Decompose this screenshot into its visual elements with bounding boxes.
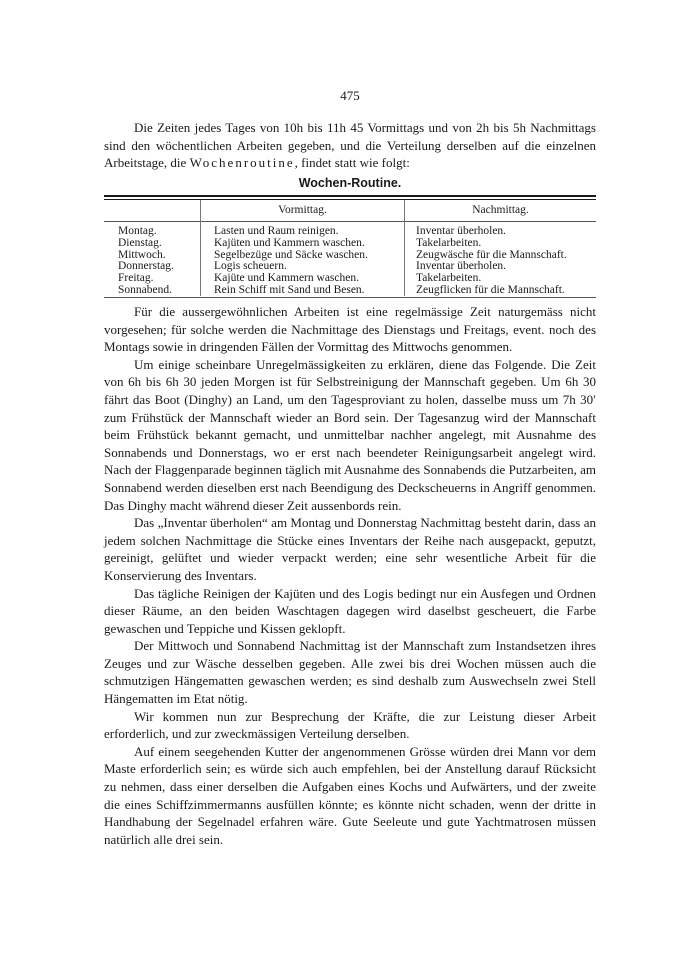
intro-paragraph xyxy=(104,119,596,172)
table-cell-nachmittag: Inventar überholen. xyxy=(416,225,507,237)
table-header-vormittag: Vormittag. xyxy=(278,204,327,216)
body-paragraph: Das tägliche Reinigen der Kajüten und des Logis bedingt nur ein Ausfegen und Ordnen dieser Räume, an den beiden Waschtagen dagegen wird daselbst gescheuert, die Farbe gewaschen und Teppiche und Kissen geklopft. xyxy=(104,585,596,636)
table-cell-vormittag: Kajüte und Kammern waschen. xyxy=(214,272,359,285)
table-cell-vormittag: Rein Schiff mit Sand und Besen. xyxy=(214,283,365,296)
intro-text xyxy=(104,119,596,172)
table-days-column xyxy=(118,226,174,297)
table-column-separator xyxy=(404,200,405,296)
table-rule-bottom xyxy=(104,297,596,298)
table-rule-top-thin xyxy=(104,199,596,200)
body-text xyxy=(104,303,596,848)
body-paragraph: Für die aussergewöhnlichen Arbeiten ist eine regelmässige Zeit naturgemäss nicht vorgesehen; für solche werden die Nachmittage des Dienstags und Freitags, event. noch des Montags sowie in dringenden Fällen der Vormittag des Mittwochs genommen. xyxy=(104,304,596,355)
intro-spaced-term: Wochenroutine xyxy=(189,155,295,171)
table-nachmittag-column xyxy=(416,226,567,297)
table-header-rule xyxy=(104,221,596,222)
table-cell-nachmittag: Inventar überholen. xyxy=(416,260,507,273)
table-cell-nachmittag: Takelarbeiten. xyxy=(416,236,482,249)
body-paragraph: Das „Inventar überholen“ am Montag und Donnerstag Nachmittag besteht darin, dass an jedem solchen Nachmittage die Stücke eines Inventars der Reihe nach ausgepackt, geputzt, gereinigt, gelüftet und wieder verpackt werden; eine sehr wesentliche Arbeit für die Konservierung des Inventars. xyxy=(104,515,596,583)
body-paragraph: Auf einem seegehenden Kutter der angenommenen Grösse würden drei Mann vor dem Maste erforderlich sein; es würde sich auch empfehlen, bei der Anstellung darauf Rücksicht zu nehmen, dass einer derselben die Aufgaben eines Kochs und Aufwärters, und der zweite die eines Schiffzimmermanns ausfüllen könnte; es könnte nicht schaden, wenn der dritte in Handhabung der Segelnadel erfahren wäre. Gute Seeleute und gute Yachtmatrosen müssen natürlich alle drei sein. xyxy=(104,743,596,847)
table-title: Wochen-Routine. xyxy=(298,176,402,190)
body-paragraph: Um einige scheinbare Unregelmässigkeiten zu erklären, diene das Folgende. Die Zeit von 6h bis 6h 30 jeden Morgen ist für Selbstreinigung der Mannschaft gegeben. Um 6h 30 fährt das Boot (Dinghy) an Land, um den Tagesproviant zu holen, dasselbe muss um 7h 30′ zum Frühstück der Mannschaft wieder an Bord sein. Der Tagesanzug wird der Mannschaft beim Frühstück bekannt gemacht, und unmittelbar nachher angelegt, mit Ausnahme des Sonnabends und Donnerstags, wo er erst nach beendeter Reinigungsarbeit angelegt wird. Nach der Flaggenparade beginnen täglich mit Ausnahme des Sonnabends die Putzarbeiten, am Sonnabend werden dieselben erst nach Beendigung des Deckscheuerns in Angriff genommen. Das Dinghy macht während dieser Zeit aussenbords rein. xyxy=(104,356,596,513)
table-column-separator xyxy=(200,200,201,296)
intro-after: , findet statt wie folgt: xyxy=(294,155,410,171)
table-day: Dienstag. xyxy=(118,236,162,249)
table-day: Sonnabend. xyxy=(118,283,172,296)
table-vormittag-column xyxy=(214,226,368,297)
page-number: 475 xyxy=(340,88,360,103)
table-cell-nachmittag: Zeugflicken für die Mannschaft. xyxy=(416,283,565,296)
table-cell-vormittag: Segelbezüge und Säcke waschen. xyxy=(214,248,368,261)
table-cell-nachmittag: Zeugwäsche für die Mannschaft. xyxy=(416,248,567,261)
table-day: Freitag. xyxy=(118,272,154,285)
table-day: Montag. xyxy=(118,225,157,237)
table-cell-vormittag: Kajüten und Kammern waschen. xyxy=(214,236,365,249)
table-cell-vormittag: Logis scheuern. xyxy=(214,260,287,273)
intro-before: Die Zeiten jedes Tages von 10h bis 11h 45 Vormittags und von 2h bis 5h Nachmittags sind den wöchentlichen Arbeiten gegeben, und die Verteilung derselben auf die einzelnen Arbeitstage, die xyxy=(104,120,596,171)
body-paragraph: Der Mittwoch und Sonnabend Nachmittag ist der Mannschaft zum Instandsetzen ihres Zeuges und zur Wäsche desselben gegeben. Alle zwei bis drei Wochen müssen auch die schmutzigen Hängematten gewaschen werden; es sind deshalb zum Auswechseln zwei Stell Hängematten im Etat nötig. xyxy=(104,638,596,707)
table-cell-nachmittag: Takelarbeiten. xyxy=(416,272,482,285)
table-cell-vormittag: Lasten und Raum reinigen. xyxy=(214,225,339,237)
table-header-nachmittag: Nachmittag. xyxy=(472,204,529,216)
body-paragraph: Wir kommen nun zur Besprechung der Kräfte, die zur Leistung dieser Arbeit erforderlich, und zur zweckmässigen Verteilung derselben. xyxy=(104,708,596,742)
table-day: Mittwoch. xyxy=(118,248,166,261)
table-day: Donnerstag. xyxy=(118,260,174,273)
table-rule-top xyxy=(104,195,596,197)
